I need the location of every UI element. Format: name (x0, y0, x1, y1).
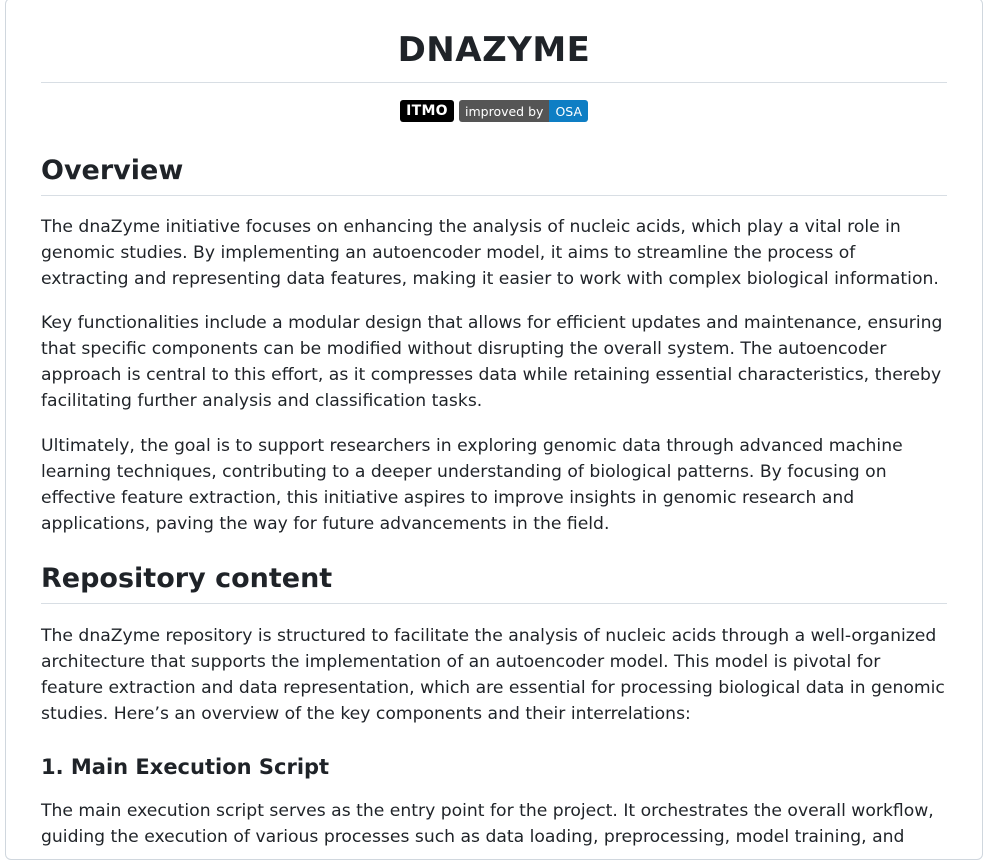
repository-content-divider (41, 603, 947, 604)
badge-row (41, 100, 947, 122)
overview-paragraph-1: The dnaZyme initiative focuses on enhancing the analysis of nucleic acids, which play a vital role in genomic studies. By implementing an autoencoder model, it aims to streamline the process of extracting and representing data features, making it easier to work with complex biological information. (41, 217, 939, 289)
itmo-logo-text: ITMO (406, 103, 448, 119)
title-divider (41, 82, 947, 83)
repository-paragraph: The dnaZyme repository is structured to facilitate the analysis of nucleic acids through a well-organized architecture that supports the implementation of an autoencoder model. This model is pivotal for feature extraction and data representation, which are essential for processing biological data in genomic studies. Here’s an overview of the key components and their interrelations: (41, 626, 945, 724)
badge-improved-label: improved by (459, 100, 549, 122)
page-title: DNAZYME (397, 30, 591, 70)
main-execution-script-paragraph: The main execution script serves as the entry point for the project. It orchestrates the overall workflow, guiding the execution of various processes such as data loading, preprocessing, model training, and (41, 801, 934, 847)
overview-paragraph-2: Key functionalities include a modular design that allows for efficient updates and maintenance, ensuring that specific components can be modified without disrupting the overall system. The autoencoder approach is central to this effort, as it compresses data while retaining essential characteristics, thereby facilitating further analysis and classification tasks. (41, 313, 943, 411)
badge-osa-label: OSA (549, 100, 588, 122)
repository-content-heading: Repository content (41, 563, 333, 594)
improved-by-osa-badge[interactable] (459, 100, 588, 122)
overview-heading: Overview (41, 155, 184, 186)
main-execution-script-heading: 1. Main Execution Script (41, 755, 330, 779)
readme-frame (5, 0, 983, 860)
overview-paragraph-3: Ultimately, the goal is to support researchers in exploring genomic data through advanced machine learning techniques, contributing to a deeper understanding of biological patterns. By focusing on effective feature extraction, this initiative aspires to improve insights in genomic research and applications, paving the way for future advancements in the field. (41, 436, 903, 534)
overview-divider (41, 195, 947, 196)
itmo-logo-badge[interactable] (400, 100, 454, 122)
